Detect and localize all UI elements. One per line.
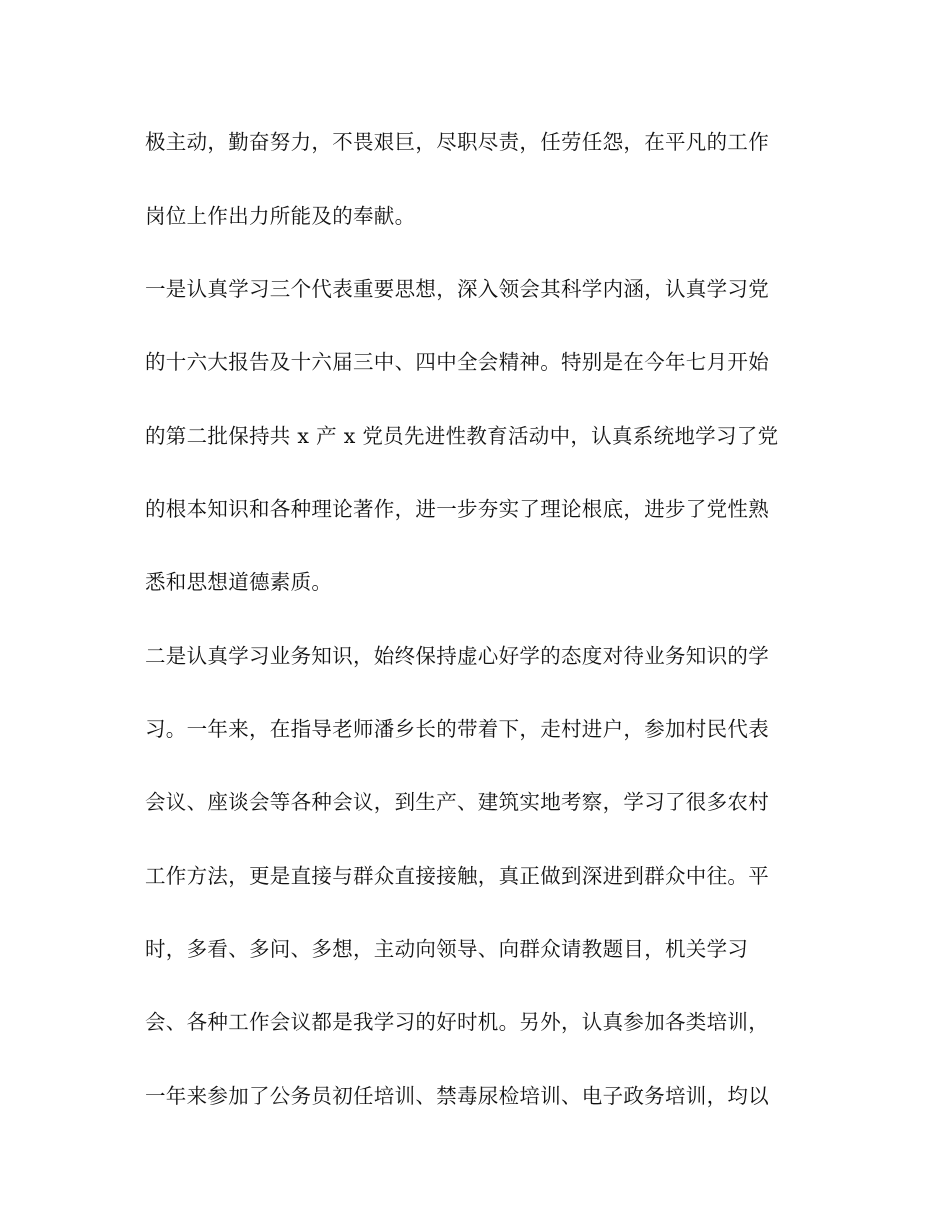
text-line: 会、各种工作会议都是我学习的好时机。另外，认真参加各类培训， [145,1010,769,1034]
text-line: 的十六大报告及十六届三中、四中全会精神。特别是在今年七月开始 [145,350,769,374]
text-line: 的第二批保持共 x 产 x 党员先进性教育活动中，认真系统地学习了党 [145,424,779,448]
text-line: 工作方法，更是直接与群众直接接触，真正做到深进到群众中往。平 [145,864,769,888]
text-line: 二是认真学习业务知识，始终保持虚心好学的态度对待业务知识的学 [145,644,769,668]
text-line: 悉和思想道德素质。 [145,570,333,594]
text-line: 会议、座谈会等各种会议，到生产、建筑实地考察，学习了很多农村 [145,790,769,814]
text-line: 时，多看、多问、多想，主动向领导、向群众请教题目，机关学习 [145,937,749,961]
text-line: 一是认真学习三个代表重要思想，深入领会其科学内涵，认真学习党 [145,277,769,301]
text-line: 极主动，勤奋努力，不畏艰巨，尽职尽责，任劳任怨，在平凡的工作 [145,130,769,154]
text-line: 一年来参加了公务员初任培训、禁毒尿检培训、电子政务培训，均以 [145,1084,769,1108]
text-line: 习。一年来，在指导老师潘乡长的带着下，走村进户，参加村民代表 [145,717,769,741]
text-line: 岗位上作出力所能及的奉献。 [145,204,416,228]
text-line: 的根本知识和各种理论著作，进一步夯实了理论根底，进步了党性熟 [145,497,769,521]
